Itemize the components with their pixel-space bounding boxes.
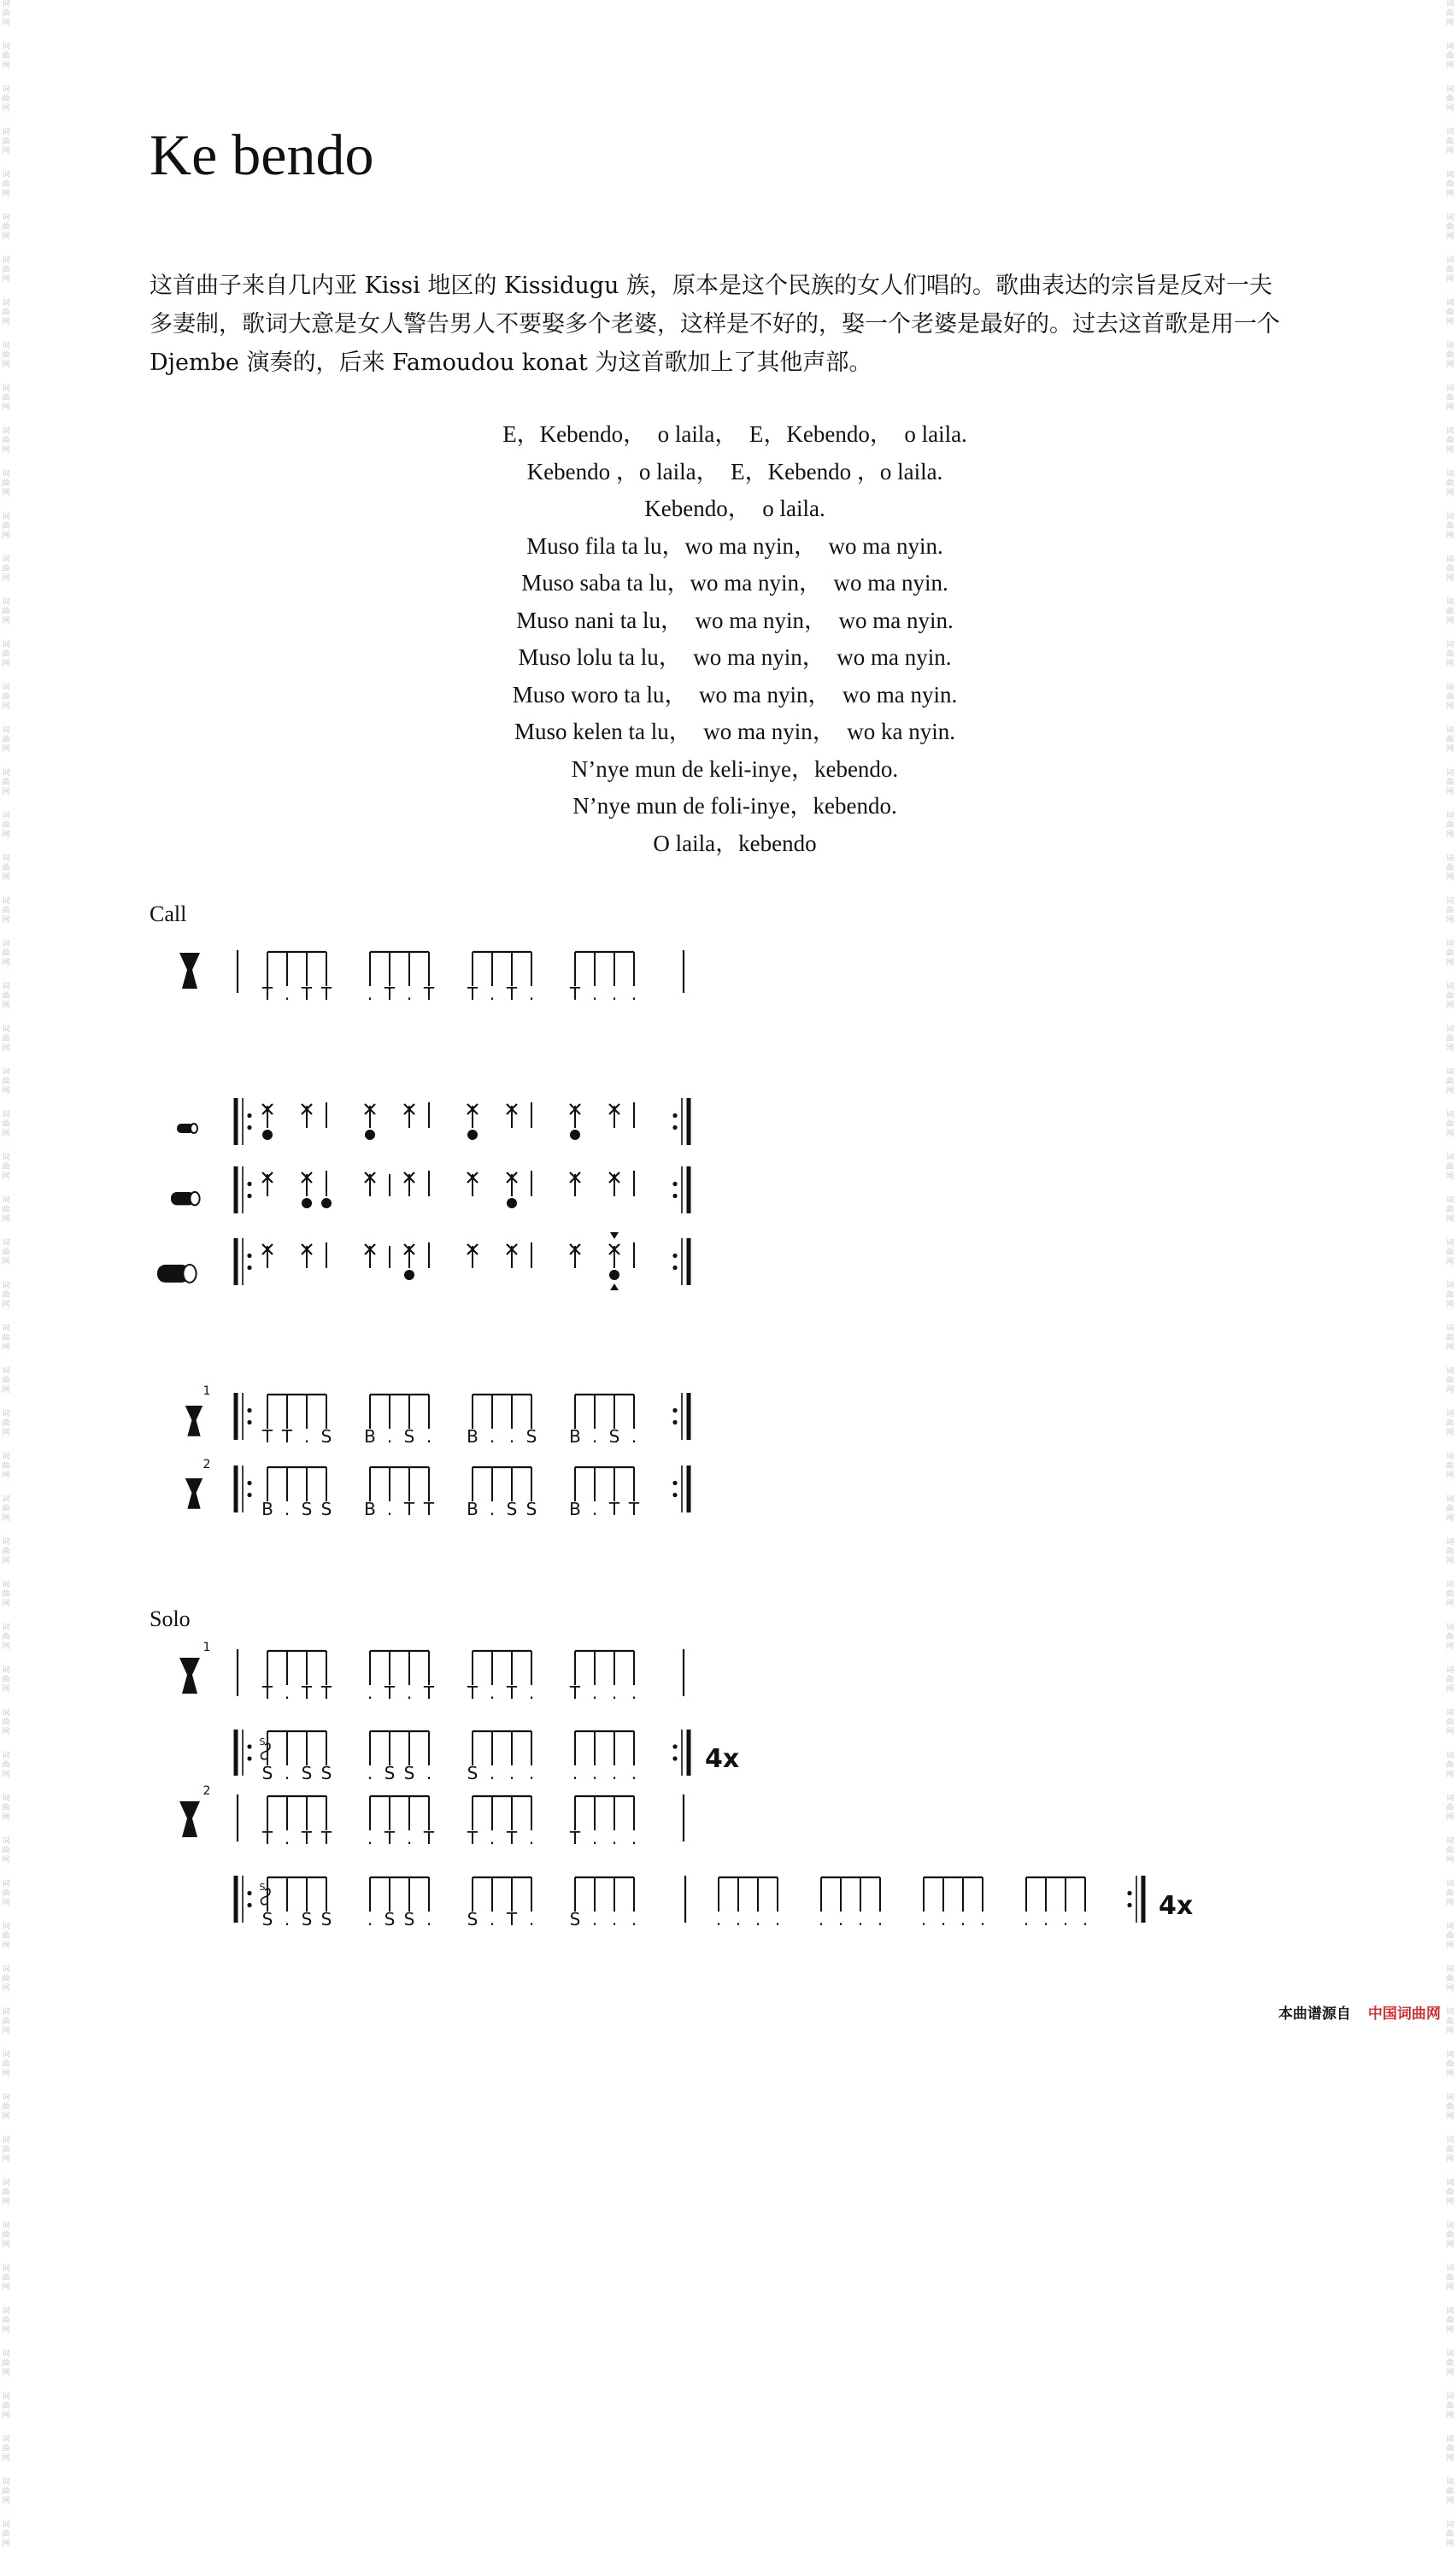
note-symbol: . xyxy=(979,1909,986,1929)
lyric-line: Muso kelen ta lu， wo ma nyin， wo ka nyin. xyxy=(514,719,955,744)
segno-label: S xyxy=(259,1736,266,1747)
note-symbol: T xyxy=(467,1828,478,1848)
note-symbol: S xyxy=(384,1909,396,1929)
repeat-count: 4x xyxy=(705,1744,740,1774)
note-symbol: . xyxy=(591,1828,598,1848)
note-symbol: T xyxy=(628,1499,640,1519)
note-symbol: S xyxy=(261,1909,273,1929)
note-symbol: . xyxy=(508,1763,515,1783)
note-symbol: . xyxy=(386,1499,393,1519)
note-symbol: T xyxy=(506,1909,518,1929)
repeat-dot xyxy=(672,1744,677,1748)
repeat-dot xyxy=(1127,1903,1131,1907)
note-symbol: T xyxy=(467,984,478,1004)
note-symbol: T xyxy=(423,1828,435,1848)
note-symbol: . xyxy=(591,1499,598,1519)
note-symbol: S xyxy=(320,1426,332,1447)
note-symbol: B xyxy=(364,1426,376,1447)
repeat-dot xyxy=(672,1493,677,1497)
note-symbol: . xyxy=(528,984,535,1004)
note-symbol: . xyxy=(367,1763,373,1783)
note-symbol: . xyxy=(611,1909,618,1929)
note-symbol: S xyxy=(320,1763,332,1783)
repeat-dot xyxy=(672,1420,677,1424)
note-symbol: T xyxy=(608,1499,620,1519)
song-title: Ke bendo xyxy=(150,122,374,187)
note-symbol: S xyxy=(261,1763,273,1783)
note-symbol: S xyxy=(301,1499,313,1519)
note-symbol: . xyxy=(508,1426,515,1447)
note-symbol: . xyxy=(631,984,637,1004)
note-symbol: . xyxy=(591,1426,598,1447)
note-symbol: . xyxy=(528,1763,535,1783)
accent-mark xyxy=(610,1232,619,1239)
note-symbol: T xyxy=(320,1683,332,1703)
note-symbol: . xyxy=(426,1763,432,1783)
note-symbol: . xyxy=(837,1909,844,1929)
note-symbol: B xyxy=(569,1499,581,1519)
note-symbol: . xyxy=(367,1909,373,1929)
note-symbol: . xyxy=(303,1426,310,1447)
repeat-dot xyxy=(672,1756,677,1760)
repeat-dot xyxy=(672,1408,677,1413)
note-symbol: . xyxy=(631,1909,637,1929)
note-symbol: S xyxy=(525,1426,537,1447)
note-symbol: . xyxy=(489,1683,496,1703)
note-symbol: T xyxy=(301,1683,313,1703)
note-symbol: . xyxy=(631,1763,637,1783)
note-symbol: B xyxy=(467,1499,478,1519)
repeat-dot xyxy=(247,1113,251,1118)
lyric-line: Kebendo ，o laila， E，Kebendo ，o laila. xyxy=(526,458,943,485)
watermark-left: 词 曲 网 词 曲 网 词 曲 网 词 曲 网 词 曲 网 词 曲 网 词 曲 网 词 曲 网 词 曲 网 词 曲 网 词 曲 网 词 曲 网 词 曲 网 词 曲 网 词 曲 网 词 曲 网 词 曲 网 词 曲 网 词 曲 网 词 曲 网 词 曲 网 词 曲 网 词 曲 网 词 曲 网 词 曲 网 词 曲 网 词 曲 网 词 曲 网 词 曲 网 词 曲 网 词 曲 网 词 曲 网 词 曲 网 词 曲 网 词 曲 网 词 曲 网 词 曲 网 词 曲 网 词 曲 网 词 曲 网 词 曲 网 词 曲 网 词 曲 网 词 曲 网 词 曲 网 词 曲 网 词 曲 网 词 曲 网 词 曲 网 词 曲 网 词 曲 网 词 曲 网 词 曲 网 词 曲 网 词 曲 网 词 曲 网 词 曲 网 词 曲 网 词 曲 网 词 曲 网 xyxy=(2,0,10,2548)
voice-number-2: 2 xyxy=(203,1458,211,1471)
note-symbol: . xyxy=(940,1909,947,1929)
voice-number-2: 2 xyxy=(203,1784,211,1798)
repeat-dot xyxy=(247,1420,251,1424)
djembe-icon xyxy=(179,953,200,989)
note-symbol: . xyxy=(857,1909,864,1929)
repeat-dot xyxy=(247,1408,251,1413)
section-label-solo: Solo xyxy=(150,1606,191,1631)
note-symbol: . xyxy=(611,984,618,1004)
note-symbol: S xyxy=(506,1499,518,1519)
repeat-dot xyxy=(247,1254,251,1258)
note-symbol: B xyxy=(467,1426,478,1447)
drum-stroke xyxy=(302,1198,312,1208)
lyric-line: N’nye mun de keli-inye，kebendo. xyxy=(571,755,899,782)
note-symbol: . xyxy=(960,1909,966,1929)
note-symbol: . xyxy=(1023,1909,1030,1929)
repeat-dot xyxy=(247,1891,251,1895)
note-symbol: T xyxy=(384,984,396,1004)
note-symbol: T xyxy=(403,1499,415,1519)
note-symbol: T xyxy=(506,984,518,1004)
note-symbol: . xyxy=(528,1909,535,1929)
repeat-count: 4x xyxy=(1159,1891,1194,1921)
note-symbol: . xyxy=(489,984,496,1004)
note-symbol: T xyxy=(301,984,313,1004)
note-symbol: T xyxy=(467,1683,478,1703)
note-symbol: . xyxy=(489,1763,496,1783)
section-label-call: Call xyxy=(150,902,187,926)
note-symbol: S xyxy=(608,1426,620,1447)
note-symbol: . xyxy=(284,984,291,1004)
note-symbol: . xyxy=(367,1683,373,1703)
lyric-line: Muso saba ta lu，wo ma nyin， wo ma nyin. xyxy=(521,570,948,596)
note-symbol: . xyxy=(406,984,413,1004)
note-symbol: T xyxy=(261,1828,273,1848)
note-symbol: . xyxy=(774,1909,781,1929)
accent-mark xyxy=(610,1283,619,1290)
note-symbol: B xyxy=(364,1499,376,1519)
repeat-dot xyxy=(247,1194,251,1198)
note-symbol: S xyxy=(525,1499,537,1519)
note-symbol: T xyxy=(261,1683,273,1703)
note-symbol: T xyxy=(506,1828,518,1848)
voice-number-1: 1 xyxy=(203,1641,211,1654)
lyric-line: Muso woro ta lu， wo ma nyin， wo ma nyin. xyxy=(512,681,958,708)
djembe-1-icon xyxy=(185,1406,203,1436)
note-symbol: . xyxy=(818,1909,825,1929)
note-symbol: T xyxy=(423,984,435,1004)
note-symbol: S xyxy=(403,1909,415,1929)
lyric-line: Muso lolu ta lu， wo ma nyin， wo ma nyin. xyxy=(518,644,952,670)
lyric-line: O laila，kebendo xyxy=(653,830,817,856)
note-symbol: S xyxy=(467,1909,478,1929)
lyric-line: Muso nani ta lu， wo ma nyin， wo ma nyin. xyxy=(516,607,954,633)
note-symbol: . xyxy=(591,1763,598,1783)
note-symbol: . xyxy=(1042,1909,1049,1929)
note-symbol: . xyxy=(489,1909,496,1929)
note-symbol: S xyxy=(320,1499,332,1519)
note-symbol: . xyxy=(920,1909,927,1929)
note-symbol: S xyxy=(569,1909,581,1929)
note-symbol: T xyxy=(423,1499,435,1519)
note-symbol: . xyxy=(591,984,598,1004)
note-symbol: . xyxy=(367,984,373,1004)
repeat-dot xyxy=(672,1266,677,1270)
note-symbol: . xyxy=(611,1683,618,1703)
intro-paragraph: 这首曲子来自几内亚 Kissi 地区的 Kissidugu 族，原本是这个民族的女人们唱的。歌曲表达的宗旨是反对一夫多妻制，歌词大意是女人警告男人不要娶多个老婆，这样是不好的，娶一个老婆是最好的。过去这首歌是用一个 Djembe 演奏的，后来 Famoudou konat 为这首歌加上了其他声部。 xyxy=(150,273,1280,376)
note-symbol: . xyxy=(715,1909,722,1929)
repeat-dot xyxy=(247,1744,251,1748)
note-symbol: B xyxy=(569,1426,581,1447)
drum-stroke xyxy=(609,1270,619,1280)
note-symbol: . xyxy=(406,1828,413,1848)
note-symbol: . xyxy=(631,1426,637,1447)
lyric-line: E，Kebendo， o laila， E，Kebendo， o laila. xyxy=(502,421,967,447)
note-symbol: . xyxy=(877,1909,884,1929)
repeat-dot xyxy=(672,1125,677,1130)
note-symbol: . xyxy=(426,1909,432,1929)
lyric-line: Muso fila ta lu，wo ma nyin， wo ma nyin. xyxy=(526,532,943,559)
note-symbol: S xyxy=(320,1909,332,1929)
drum-stroke xyxy=(467,1130,478,1140)
note-symbol: S xyxy=(301,1763,313,1783)
footer-source xyxy=(1278,2001,1441,2023)
note-symbol: . xyxy=(591,1683,598,1703)
note-symbol: S xyxy=(403,1426,415,1447)
note-symbol: . xyxy=(284,1828,291,1848)
solo-djembe-2-icon xyxy=(179,1801,200,1837)
note-symbol: . xyxy=(528,1828,535,1848)
note-symbol: T xyxy=(320,984,332,1004)
lyric-line: Kebendo， o laila. xyxy=(644,496,825,521)
bell-small-icon xyxy=(191,1124,197,1133)
segno-label: S xyxy=(259,1882,266,1893)
note-symbol: . xyxy=(735,1909,742,1929)
lyric-line: N’nye mun de foli-inye，kebendo. xyxy=(572,793,897,819)
drum-stroke xyxy=(262,1130,273,1140)
drum-stroke xyxy=(404,1270,414,1280)
note-symbol: . xyxy=(284,1683,291,1703)
repeat-dot xyxy=(247,1125,251,1130)
note-symbol: . xyxy=(631,1828,637,1848)
repeat-dot xyxy=(672,1113,677,1118)
repeat-dot xyxy=(672,1194,677,1198)
note-symbol: . xyxy=(1082,1909,1089,1929)
note-symbol: T xyxy=(569,984,581,1004)
note-symbol: . xyxy=(572,1763,578,1783)
note-symbol: S xyxy=(467,1763,478,1783)
footer-site-name: 中国词曲网 xyxy=(1368,2006,1441,2023)
repeat-dot xyxy=(247,1266,251,1270)
note-symbol: T xyxy=(384,1683,396,1703)
djembe-2-icon xyxy=(185,1478,203,1509)
note-symbol: . xyxy=(528,1683,535,1703)
note-symbol: . xyxy=(489,1828,496,1848)
note-symbol: . xyxy=(754,1909,761,1929)
repeat-dot xyxy=(247,1481,251,1485)
note-symbol: S xyxy=(301,1909,313,1929)
solo-djembe-1-icon xyxy=(179,1658,200,1694)
note-symbol: T xyxy=(261,984,273,1004)
note-symbol: . xyxy=(284,1909,291,1929)
note-symbol: . xyxy=(284,1763,291,1783)
repeat-dot xyxy=(247,1903,251,1907)
note-symbol: . xyxy=(611,1763,618,1783)
note-symbol: . xyxy=(426,1426,432,1447)
drum-stroke xyxy=(507,1198,517,1208)
footer-source-text: 本曲谱源自 xyxy=(1278,2006,1351,2023)
repeat-dot xyxy=(247,1182,251,1186)
repeat-dot xyxy=(672,1481,677,1485)
repeat-dot xyxy=(1127,1891,1131,1895)
voice-number-1: 1 xyxy=(203,1384,211,1398)
note-symbol: B xyxy=(261,1499,273,1519)
note-symbol: . xyxy=(406,1683,413,1703)
repeat-dot xyxy=(672,1182,677,1186)
note-symbol: . xyxy=(611,1828,618,1848)
note-symbol: T xyxy=(506,1683,518,1703)
note-symbol: . xyxy=(631,1683,637,1703)
note-symbol: . xyxy=(1062,1909,1069,1929)
note-symbol: T xyxy=(569,1683,581,1703)
note-symbol: S xyxy=(384,1763,396,1783)
note-symbol: T xyxy=(281,1426,293,1447)
repeat-dot xyxy=(672,1254,677,1258)
watermark-right: 词 曲 网 词 曲 网 词 曲 网 词 曲 网 词 曲 网 词 曲 网 词 曲 网 词 曲 网 词 曲 网 词 曲 网 词 曲 网 词 曲 网 词 曲 网 词 曲 网 词 曲 网 词 曲 网 词 曲 网 词 曲 网 词 曲 网 词 曲 网 词 曲 网 词 曲 网 词 曲 网 词 曲 网 词 曲 网 词 曲 网 词 曲 网 词 曲 网 词 曲 网 词 曲 网 词 曲 网 词 曲 网 词 曲 网 词 曲 网 词 曲 网 词 曲 网 词 曲 网 词 曲 网 词 曲 网 词 曲 网 词 曲 网 词 曲 网 词 曲 网 词 曲 网 词 曲 网 词 曲 网 词 曲 网 词 曲 网 词 曲 网 词 曲 网 词 曲 网 词 曲 网 词 曲 网 词 曲 网 词 曲 网 词 曲 网 词 曲 网 词 曲 网 词 曲 网 词 曲 网 xyxy=(1446,0,1454,2548)
note-symbol: T xyxy=(423,1683,435,1703)
note-symbol: . xyxy=(386,1426,393,1447)
note-symbol: T xyxy=(569,1828,581,1848)
note-symbol: S xyxy=(403,1763,415,1783)
note-symbol: . xyxy=(489,1426,496,1447)
drum-stroke xyxy=(570,1130,580,1140)
note-symbol: . xyxy=(489,1499,496,1519)
drum-stroke xyxy=(365,1130,375,1140)
bell-large-icon xyxy=(183,1265,196,1283)
note-symbol: T xyxy=(320,1828,332,1848)
bell-medium-icon xyxy=(190,1192,199,1205)
note-symbol: T xyxy=(384,1828,396,1848)
repeat-dot xyxy=(247,1493,251,1497)
note-symbol: T xyxy=(301,1828,313,1848)
note-symbol: . xyxy=(367,1828,373,1848)
note-symbol: . xyxy=(591,1909,598,1929)
note-symbol: . xyxy=(284,1499,291,1519)
drum-stroke xyxy=(321,1198,332,1208)
repeat-dot xyxy=(247,1756,251,1760)
note-symbol: T xyxy=(261,1426,273,1447)
